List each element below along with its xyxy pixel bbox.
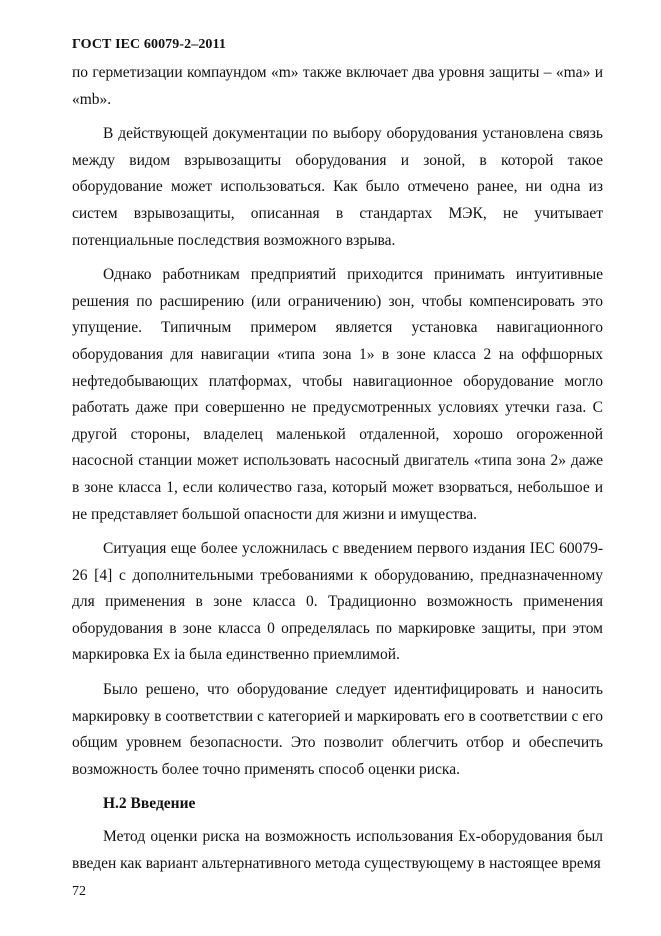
paragraph: Однако работникам предприятий приходится принимать интуитивные решения по расширению (или ограничению) зон, чтобы компенсировать это упущение. Типичным примером является установка навигационного оборудования для навигации «типа зона 1» в зоне класса 2 на оффшорных нефтедобывающих платформах, чтобы навигационное оборудование могло работать даже при совершенно не предусмотренных условиях утечки газа. С другой стороны, владелец маленькой отдаленной, хорошо огороженной насосной станции может использовать насосный двигатель «типа зона 2» даже в зоне класса 1, если количество газа, который может взорваться, небольшое и не представляет большой опасности для жизни и имущества. — [72, 266, 603, 523]
paragraph-continuation: по герметизации компаундом «m» также включает два уровня защиты – «ma» и «mb». — [72, 64, 603, 108]
document-header: ГОСТ IEC 60079-2–2011 — [72, 37, 226, 52]
paragraph: Ситуация еще более усложнилась с введением первого издания IEC 60079-26 [4] с дополнительными требованиями к оборудованию, предназначенному для применения в зоне класса 0. Традиционно возможность применения оборудования в зоне класса 0 определялась по маркировке защиты, при этом маркировка Ex ia была единственно приемлимой. — [72, 540, 603, 664]
paragraph: В действующей документации по выбору оборудования установлена связь между видом взрывозащиты оборудования и зоной, в которой такое оборудование может использоваться. Как было отмечено ранее, ни одна из систем взрывозащиты, описанная в стандартах МЭК, не учитывает потенциальные последствия возможного взрыва. — [72, 125, 603, 249]
document-body — [72, 60, 603, 885]
section-heading: Н.2 Введение — [103, 795, 196, 813]
paragraph: Было решено, что оборудование следует идентифицировать и наносить маркировку в соответствии с категорией и маркировать его в соответствии с его общим уровнем безопасности. Это позволит облегчить отбор и обеспечить возможность более точно применять способ оценки риска. — [72, 681, 603, 778]
page-number: 72 — [72, 884, 86, 899]
paragraph: Метод оценки риска на возможность использования Ex-оборудования был введен как вариант альтернативного метода существующему в настоящее время — [72, 828, 603, 872]
